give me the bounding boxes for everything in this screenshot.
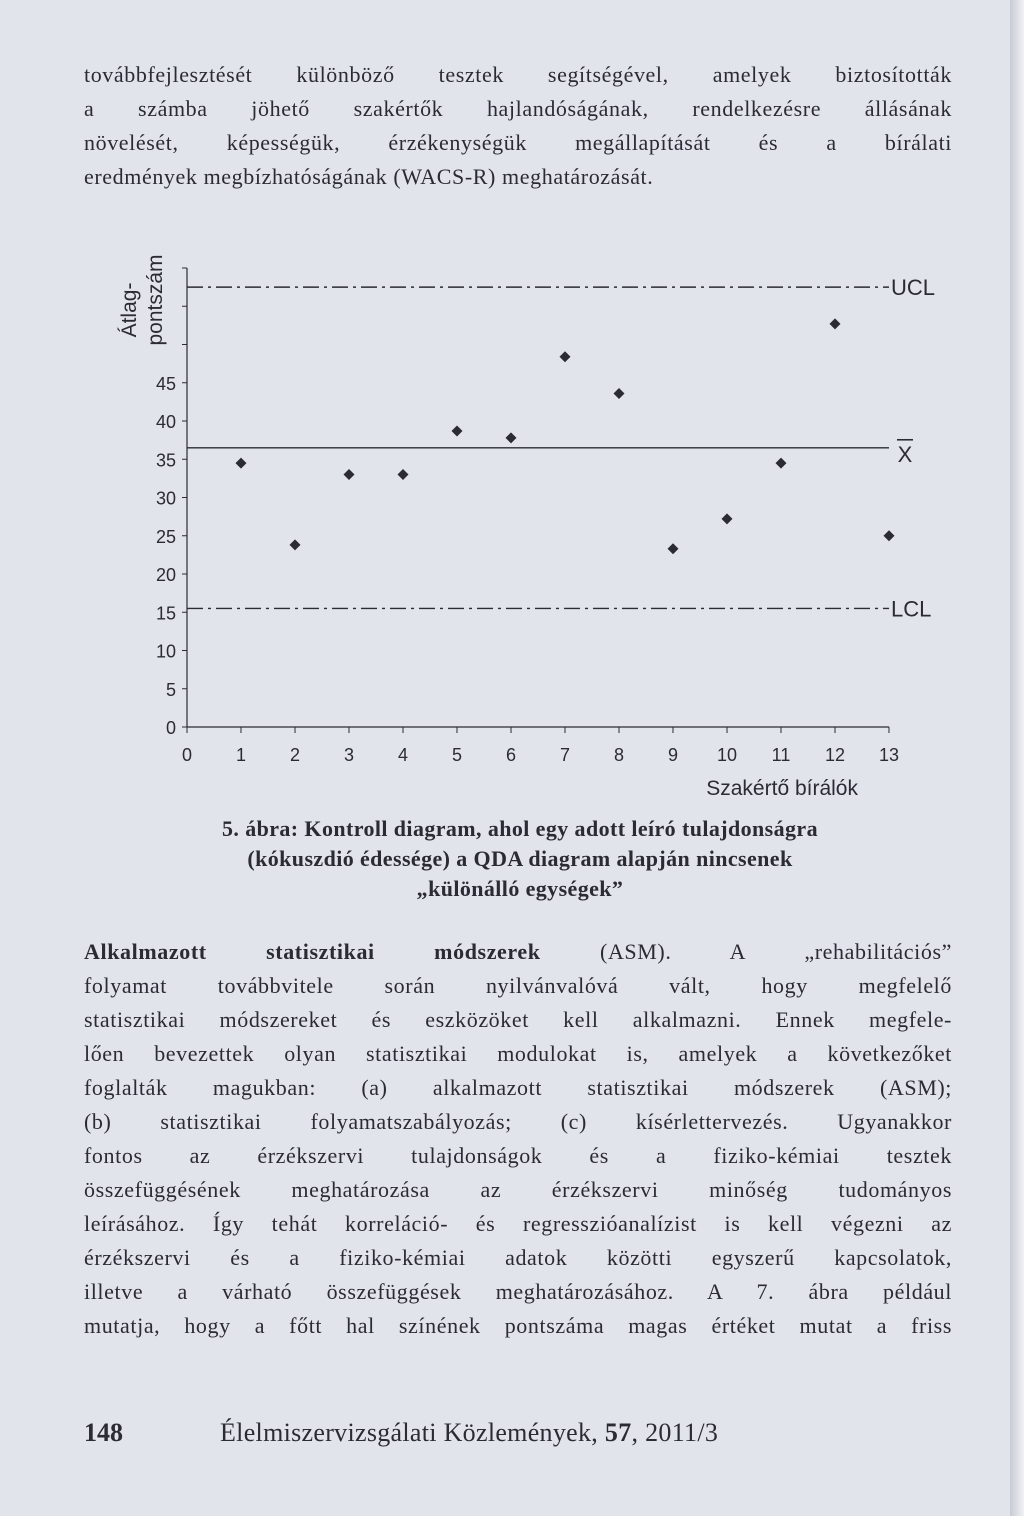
y-axis-label-line2: pontszám	[144, 254, 167, 346]
data-point	[452, 425, 463, 436]
x-axis-title: Szakértő bírálók	[706, 777, 858, 800]
control-label-x: X	[897, 441, 913, 467]
x-tick-label: 2	[289, 745, 301, 765]
text-line: statisztikai módszereket és eszközöket kell alkalmazni. Ennek megfele-	[84, 1007, 952, 1032]
data-point	[344, 469, 355, 480]
data-point	[830, 318, 841, 329]
y-axis-label-line1: Átlag-	[118, 282, 141, 338]
x-tick-label: 5	[451, 745, 463, 765]
control-label-ucl: UCL	[891, 275, 936, 301]
text-line: eredmények megbízhatóságának (WACS-R) meghatározását.	[84, 164, 654, 189]
text-line: leírásához. Így tehát korreláció- és regresszióanalízist is kell végezni az	[84, 1211, 952, 1236]
text-line: mutatja, hogy a főtt hal színének pontszáma magas értéket mutat a friss	[84, 1313, 952, 1338]
text-line: érzékszervi és a fiziko-kémiai adatok közötti egyszerű kapcsolatok,	[84, 1245, 952, 1270]
data-point	[398, 469, 409, 480]
y-tick-label: 25	[155, 526, 176, 547]
x-tick-label: 6	[505, 745, 517, 765]
journal-name: Élelmiszervizsgálati Közlemények,	[220, 1418, 605, 1447]
text-line: foglalták magukban: (a) alkalmazott statisztikai módszerek (ASM);	[84, 1075, 952, 1100]
text-line: növelését, képességük, érzékenységük megállapítását és a bírálati	[84, 130, 952, 155]
x-tick-label: 11	[771, 745, 791, 765]
data-point	[668, 543, 679, 554]
x-tick-label: 0	[181, 745, 193, 765]
x-tick-label: 3	[343, 745, 355, 765]
text-line	[84, 935, 952, 969]
journal-citation	[220, 1418, 718, 1448]
y-tick-label: 35	[155, 450, 176, 471]
text-line: a számba jöhető szakértők hajlandóságának, rendelkezésre állásának	[84, 96, 952, 121]
y-tick-label: 45	[155, 373, 176, 394]
y-tick-label: 20	[155, 565, 176, 585]
data-point	[506, 432, 517, 443]
y-tick-label: 15	[155, 603, 176, 624]
x-tick-label: 10	[716, 745, 738, 765]
data-point	[722, 513, 733, 524]
y-tick-label: 0	[165, 718, 176, 738]
text-line: fontos az érzékszervi tulajdonságok és a fiziko-kémiai tesztek	[84, 1143, 952, 1168]
text-line: (b) statisztikai folyamatszabályozás; (c) kísérlettervezés. Ugyanakkor	[84, 1109, 952, 1134]
control-label-lcl: LCL	[891, 596, 932, 622]
asm-paragraph	[84, 935, 952, 1343]
journal-volume: 57	[604, 1418, 632, 1447]
chart-points	[236, 318, 895, 554]
caption-line: „különálló egységek”	[416, 876, 624, 901]
page-number: 148	[84, 1418, 123, 1447]
figure-caption	[100, 814, 940, 904]
text-line: folyamat továbbvitele során nyilvánvalóvá vált, hogy megfelelő	[84, 973, 952, 998]
x-tick-label: 8	[613, 745, 625, 765]
page-edge	[1010, 0, 1024, 1516]
y-tick-label: 10	[155, 641, 176, 662]
data-point	[290, 539, 301, 550]
journal-issue: , 2011/3	[631, 1418, 719, 1447]
x-tick-label: 12	[824, 745, 846, 765]
caption-line: 5. ábra: Kontroll diagram, ahol egy adott leíró tulajdonságra	[222, 816, 818, 841]
text-line: összefüggésének meghatározása az érzékszervi minőség tudományos	[84, 1177, 952, 1202]
section-lead: Alkalmazott statisztikai módszerek	[84, 939, 541, 964]
data-point	[236, 458, 247, 469]
text-line: továbbfejlesztését különböző tesztek segítségével, amelyek biztosították	[84, 62, 952, 87]
data-point	[614, 388, 625, 399]
x-tick-label: 9	[667, 745, 679, 765]
data-point	[884, 530, 895, 541]
y-tick-label: 5	[165, 679, 176, 700]
caption-line: (kókuszdió édessége) a QDA diagram alapján nincsenek	[247, 846, 793, 871]
text-line: illetve a várható összefüggések meghatározásához. A 7. ábra például	[84, 1279, 952, 1304]
x-tick-label: 4	[397, 745, 409, 765]
data-point	[776, 458, 787, 469]
chart-axes	[156, 268, 899, 765]
y-tick-label: 40	[155, 412, 176, 432]
x-tick-label: 13	[878, 745, 900, 765]
x-tick-label: 7	[559, 745, 571, 765]
data-point	[560, 351, 571, 362]
text-line: lően bevezettek olyan statisztikai modulokat is, amelyek a következőket	[84, 1041, 952, 1066]
y-tick-label: 30	[155, 488, 176, 509]
x-tick-label: 1	[235, 745, 247, 765]
lead-rest: (ASM). A „rehabilitációs”	[540, 939, 952, 964]
chart-control-lines	[187, 275, 935, 621]
